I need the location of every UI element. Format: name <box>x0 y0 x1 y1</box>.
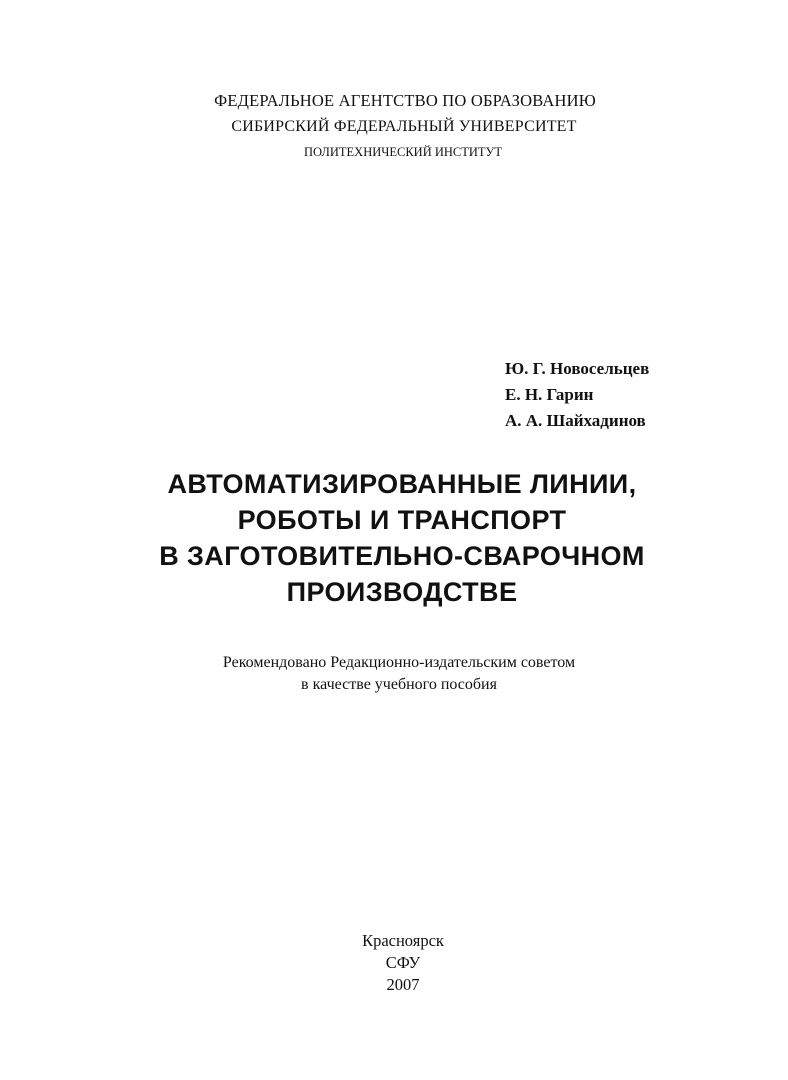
imprint-publisher: СФУ <box>385 953 421 972</box>
institute-name: ПОЛИТЕХНИЧЕСКИЙ ИНСТИТУТ <box>303 145 503 159</box>
agency-name: ФЕДЕРАЛЬНОЕ АГЕНТСТВО ПО ОБРАЗОВАНИЮ <box>214 91 596 110</box>
recommendation-line: в качестве учебного пособия <box>301 676 497 693</box>
book-title <box>0 466 788 610</box>
university-name: СИБИРСКИЙ ФЕДЕРАЛЬНЫЙ УНИВЕРСИТЕТ <box>231 118 577 135</box>
authors-block <box>505 356 649 434</box>
author-name: А. А. Шайхадинов <box>505 411 646 430</box>
institution-header <box>0 88 788 164</box>
imprint-city: Красноярск <box>362 931 444 950</box>
title-line: В ЗАГОТОВИТЕЛЬНО-СВАРОЧНОМ <box>159 541 645 571</box>
recommendation-line: Рекомендовано Редакционно-издательским советом <box>222 654 576 671</box>
recommendation-note <box>0 652 788 696</box>
author-name: Ю. Г. Новосельцев <box>505 359 650 378</box>
title-line: ПРОИЗВОДСТВЕ <box>286 577 518 607</box>
title-line: АВТОМАТИЗИРОВАННЫЕ ЛИНИИ, <box>167 469 637 499</box>
imprint <box>0 930 788 996</box>
imprint-year: 2007 <box>386 975 420 994</box>
author-name: Е. Н. Гарин <box>505 385 594 404</box>
title-line: РОБОТЫ И ТРАНСПОРТ <box>237 505 567 535</box>
